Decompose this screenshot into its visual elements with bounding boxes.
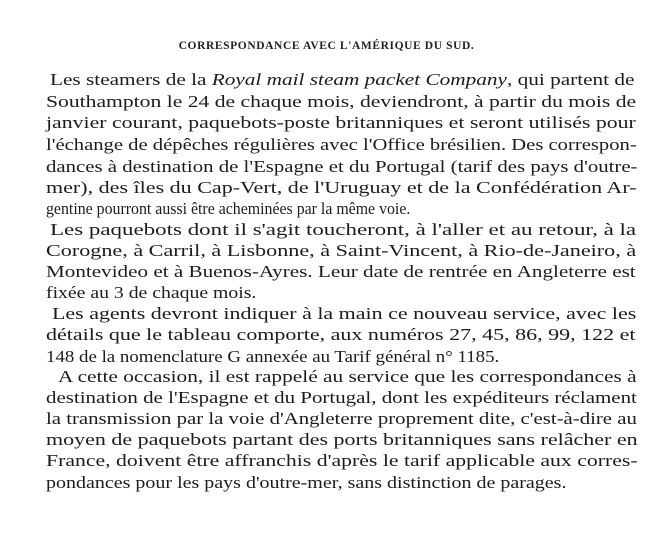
- text-segment: janvier courant, paquebots-poste britanniques et seront utilisés pour: [46, 113, 636, 132]
- text-segment: France, doivent être affranchis d'après le tarif applicable aux corres-: [46, 451, 638, 470]
- text-line: [46, 157, 637, 177]
- text-segment: , qui partent de: [506, 70, 635, 89]
- text-segment: Montevideo et à Buenos-Ayres. Leur date de rentrée en Angleterre est: [46, 262, 636, 281]
- text-line: [46, 241, 636, 261]
- text-line: [46, 113, 636, 133]
- company-name-italic: Royal mail steam packet Company: [211, 70, 507, 89]
- text-segment: moyen de paquebots partant des ports britanniques sans relâcher en: [46, 430, 638, 449]
- text-segment: Les steamers de la: [50, 70, 212, 89]
- text-line: [52, 304, 636, 324]
- text-line: [46, 451, 638, 471]
- text-segment: détails que le tableau comporte, aux numéros 27, 45, 86, 99, 122 et: [46, 325, 636, 344]
- text-line: [46, 262, 636, 282]
- text-line: [46, 199, 410, 219]
- text-segment: l'échange de dépêches régulières avec l'Office brésilien. Des correspon-: [46, 135, 637, 154]
- text-segment: destination de l'Espagne et du Portugal, dont les expéditeurs réclament: [46, 388, 637, 407]
- text-line: [50, 220, 636, 240]
- text-segment: Corogne, à Carril, à Lisbonne, à Saint-Vincent, à Rio-de-Janeiro, à: [46, 241, 637, 260]
- text-line: [46, 430, 638, 450]
- text-line: [46, 388, 637, 408]
- text-line: [46, 92, 636, 112]
- text-line: [46, 135, 637, 155]
- text-segment: 148 de la nomenclature G annexée au Tarif général n° 1185.: [46, 347, 500, 366]
- text-segment: Les agents devront indiquer à la main ce nouveau service, avec les: [52, 304, 637, 323]
- text-line: [46, 473, 566, 493]
- section-heading: CORRESPONDANCE AVEC L'AMÉRIQUE DU SUD.: [178, 40, 475, 52]
- text-segment: Les paquebots dont il s'agit toucheront, à l'aller et au retour, à la: [50, 220, 637, 239]
- text-segment: fixée au 3 de chaque mois.: [46, 283, 257, 302]
- text-line: [58, 367, 637, 387]
- text-line: [46, 409, 637, 429]
- text-segment: mer), des îles du Cap-Vert, de l'Uruguay et de la Confédération Ar-: [46, 178, 637, 197]
- text-segment: pondances pour les pays d'outre-mer, sans distinction de parages.: [46, 473, 567, 492]
- text-line: [46, 325, 635, 345]
- text-segment: Southampton le 24 de chaque mois, deviendront, à partir du mois de: [46, 92, 637, 111]
- text-line: [46, 178, 637, 198]
- text-line: [50, 70, 634, 90]
- text-segment: la transmission par la voie d'Angleterre proprement dite, c'est-à-dire au: [46, 409, 637, 428]
- text-segment: gentine pourront aussi être acheminées par la même voie.: [46, 199, 411, 218]
- text-segment: A cette occasion, il est rappelé au service que les correspondances à: [58, 367, 637, 386]
- text-line: [46, 347, 499, 367]
- text-segment: dances à destination de l'Espagne et du Portugal (tarif des pays d'outre-: [46, 157, 638, 176]
- text-line: [46, 283, 256, 303]
